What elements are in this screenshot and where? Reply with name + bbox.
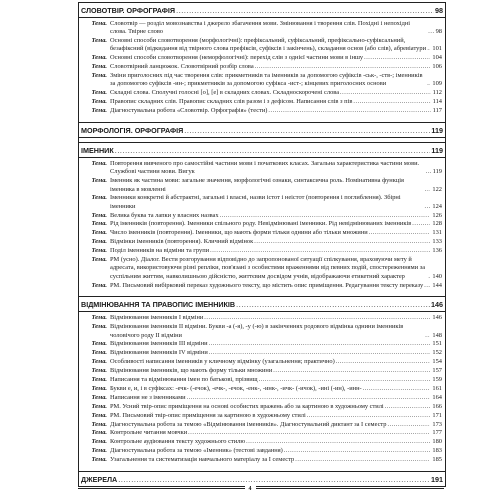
topic-label: Тема.	[91, 314, 107, 322]
dot-leader	[307, 412, 431, 420]
topic-title: Відмінювання іменників III відміни	[110, 340, 208, 348]
topic-title: Відмінювання іменників, що мають форму тільки множини	[110, 367, 273, 375]
topic-text-wrap	[110, 358, 431, 366]
table-of-contents	[78, 2, 446, 487]
topic-text-wrap	[110, 456, 431, 464]
dot-leader	[295, 456, 430, 464]
topic-title: Основні способи словотворення (неморфологічні): перехід слів з однієї частини мови в іншу	[110, 54, 364, 62]
topic-text-wrap	[110, 256, 431, 281]
topic-label: Тема.	[91, 376, 107, 384]
topic-label: Тема.	[91, 194, 107, 202]
dot-leader	[426, 168, 431, 176]
topic-label: Тема.	[91, 20, 107, 27]
topic-text-wrap	[110, 247, 431, 255]
section-heading[interactable]	[79, 122, 445, 138]
topic-page-number: 117	[432, 107, 442, 115]
topic-label: Тема.	[91, 63, 107, 71]
topic-title: РМ. Письмовий вибірковий переказ художнього тексту, що містить опис приміщення. Редагування тексту переказу	[110, 281, 424, 289]
topic-page-number: 114	[432, 98, 442, 106]
topic-page-number: 133	[432, 238, 442, 246]
topic-label: Тема.	[91, 89, 107, 97]
topic-label: Тема.	[91, 211, 107, 219]
dot-leader	[425, 186, 430, 194]
topic-page-number: 136	[432, 247, 442, 255]
section-title: ДЖЕРЕЛА	[81, 474, 118, 484]
topic-text-wrap	[110, 367, 431, 375]
topic-text-wrap	[110, 403, 431, 411]
dot-leader	[188, 429, 430, 437]
section-page-number: 146	[431, 300, 443, 310]
topic-page-number: 183	[432, 447, 442, 455]
topic-label: Тема.	[91, 98, 107, 106]
topic-text-wrap	[110, 421, 431, 429]
dot-leader	[273, 367, 430, 375]
dot-leader	[364, 54, 430, 62]
dot-leader	[184, 123, 430, 138]
topic-label: Тема.	[91, 411, 107, 419]
topic-page-number: 104	[432, 54, 442, 62]
topic-page-number: 146	[432, 314, 442, 322]
topic-label: Тема.	[91, 420, 107, 428]
dot-leader	[412, 220, 430, 228]
dot-leader	[209, 340, 431, 348]
topic-page-number: 101	[432, 45, 442, 53]
dot-leader	[363, 385, 431, 393]
topic-title: Словотвір — розділ мовознавства і джерело збагачення мови. Змінювання і творення слів. Похідні і непохідні слова. Твірне слово	[110, 20, 411, 36]
topic-page-number: 166	[432, 402, 442, 410]
topic-text-wrap	[110, 72, 431, 89]
topic-page-number: 177	[432, 429, 442, 437]
dot-leader	[284, 447, 431, 455]
dot-leader	[336, 358, 431, 366]
toc-entry[interactable]	[81, 421, 445, 429]
topic-title: Словотвірний ланцюжок. Словотвірний розбір слова	[110, 63, 254, 71]
topic-title: Повторення вивченого про самостійні частини мови і початкових класах. Загальна характеристика частини мови. Службові частини мови. Вигук	[110, 160, 420, 176]
topic-text-wrap	[110, 323, 431, 340]
topic-title: Написання та відмінювання імен по батькові, прізвищ	[110, 376, 258, 384]
section-title: ВІДМІНЮВАННЯ ТА ПРАВОПИС ІМЕННИКІВ	[81, 300, 236, 310]
dot-leader	[428, 273, 430, 281]
dot-leader	[424, 282, 430, 290]
toc-entry[interactable]	[81, 282, 445, 290]
dot-leader	[254, 238, 430, 246]
topic-page-number: 124	[432, 202, 442, 210]
topic-title: Діагностувальна робота за темою «Іменник» (тестові завдання)	[110, 447, 283, 455]
topic-text-wrap	[110, 194, 431, 211]
toc-entry[interactable]	[81, 194, 445, 211]
topic-title: Контрольне читання мовчки	[110, 429, 188, 437]
topic-page-number: 159	[432, 376, 442, 384]
topic-text-wrap	[110, 63, 431, 71]
toc-entry[interactable]	[81, 367, 445, 375]
topic-page-number: 161	[432, 384, 442, 392]
topic-title: Відмінки іменників (повторення). Кличний відмінок	[110, 238, 254, 246]
topic-page-number: 152	[432, 349, 442, 357]
toc-entry[interactable]	[81, 54, 445, 62]
topic-title: Зміни приголосних під час творення слів: прикметників та іменників за допомогою суфіксів -ськ-, -ств-; іменників за допомогою суфіксів -ин-; прикметників за допомогою суфікса -ист-; кінцевих приголосних основи	[110, 72, 423, 88]
topic-page-number: 106	[432, 63, 442, 71]
topic-label: Тема.	[91, 384, 107, 392]
topic-page-number: 98	[435, 28, 442, 36]
topic-label: Тема.	[91, 323, 107, 331]
topic-text-wrap	[110, 54, 431, 62]
topic-label: Тема.	[91, 177, 107, 185]
toc-entry[interactable]	[81, 349, 445, 357]
topic-text-wrap	[110, 412, 431, 420]
topic-page-number: 128	[432, 220, 442, 228]
topic-label: Тема.	[91, 256, 107, 264]
dot-leader	[340, 89, 431, 97]
topic-page-number: 122	[432, 185, 442, 193]
topic-page-number: 157	[432, 367, 442, 375]
topic-text-wrap	[110, 89, 432, 97]
page-number	[0, 486, 500, 492]
toc-entry[interactable]	[81, 438, 445, 446]
dot-leader	[428, 28, 433, 36]
toc-entry[interactable]	[81, 456, 445, 464]
topic-text-wrap	[110, 212, 431, 220]
topic-text-wrap	[110, 447, 431, 455]
topic-text-wrap	[110, 282, 431, 290]
topic-label: Тема.	[91, 54, 107, 62]
dot-leader	[353, 98, 430, 106]
topic-title: Букви е, и, і в суфіксах: -ечк- (-ечок), -ечк-, -ечок, -енк-, -инк-, -ичк- (-ичок), -ині (-ин), -инн-	[110, 384, 362, 392]
topic-title: Написання не з іменниками	[110, 393, 186, 401]
topic-label: Тема.	[91, 72, 107, 80]
topic-text-wrap	[110, 37, 431, 54]
topic-list	[79, 312, 445, 467]
dot-leader	[427, 45, 430, 53]
section-page-number: 119	[431, 126, 443, 136]
topic-page-number: 119	[432, 168, 442, 176]
topic-text-wrap	[110, 177, 431, 194]
topic-page-number: 148	[432, 331, 442, 339]
topic-text-wrap	[110, 238, 431, 246]
topic-text-wrap	[110, 394, 431, 402]
dot-leader	[268, 107, 430, 115]
topic-title: Поділ іменників на відміни та групи	[110, 247, 210, 255]
dot-leader	[187, 394, 431, 402]
toc-entry[interactable]	[81, 89, 445, 97]
section-title: СЛОВОТВІР. ОРФОГРАФІЯ	[81, 6, 176, 15]
topic-label: Тема.	[91, 238, 107, 246]
topic-text-wrap	[110, 340, 431, 348]
toc-entry[interactable]	[81, 72, 445, 89]
toc-entry[interactable]	[81, 98, 445, 106]
toc-entry[interactable]	[81, 314, 445, 322]
topic-label: Тема.	[91, 340, 107, 348]
dot-leader	[115, 143, 431, 158]
toc-entry[interactable]	[81, 256, 445, 281]
toc-entry[interactable]	[81, 385, 445, 393]
topic-page-number: 154	[432, 358, 442, 366]
topic-label: Тема.	[91, 456, 107, 464]
topic-page-number: 131	[432, 229, 442, 237]
topic-label: Тема.	[91, 358, 107, 366]
dot-leader	[369, 229, 431, 237]
section-page-number: 98	[435, 6, 443, 15]
toc-entry[interactable]	[81, 177, 445, 194]
topic-label: Тема.	[91, 393, 107, 401]
topic-title: Основні способи словотворення (морфологічні): префіксальний, суфіксальний, префіксально-суфіксальний, безафіксний (відкидання від твірного слова префіксів, суфіксів і закінчень), складання основ (або слів), абревіатури	[110, 37, 426, 53]
toc-entry[interactable]	[81, 394, 445, 402]
topic-label: Тема.	[91, 447, 107, 455]
dot-leader	[209, 349, 431, 357]
topic-label: Тема.	[91, 107, 107, 115]
topic-title: Іменник як частина мови: загальне значення, морфологічні ознаки, синтаксична роль. Номінативна функція іменника в мовленні	[110, 177, 404, 193]
topic-title: РМ. Усний твір-опис приміщення на основі особистих вражень або за картиною в художньому стилі	[110, 402, 384, 410]
topic-title: Велика буква та лапки у власних назвах	[110, 211, 219, 219]
toc-entry[interactable]	[81, 412, 445, 420]
toc-entry[interactable]	[81, 429, 445, 437]
topic-label: Тема.	[91, 220, 107, 228]
topic-label: Тема.	[91, 37, 107, 45]
topic-title: Складні слова. Сполучні голосні [о], [е] в складних словах. Складноскорочені слова	[110, 89, 340, 97]
dot-leader	[176, 3, 434, 18]
topic-page-number: 140	[432, 272, 442, 280]
topic-page-number: 144	[432, 281, 442, 289]
section-page-number: 119	[431, 146, 443, 156]
dot-leader	[259, 376, 431, 384]
topic-title: Відмінювання іменників I відміни	[110, 314, 204, 322]
toc-entry[interactable]	[81, 340, 445, 348]
topic-title: Іменники конкретні й абстрактні, загальні і власні, назви істот і неістот (повторення і поглиблення). Збірні іменники	[110, 194, 401, 210]
topic-text-wrap	[110, 376, 431, 384]
toc-entry[interactable]	[81, 358, 445, 366]
section-heading[interactable]	[79, 142, 445, 158]
topic-page-number: 171	[432, 411, 442, 419]
dot-leader	[427, 80, 430, 88]
topic-page-number: 126	[432, 211, 442, 219]
topic-label: Тема.	[91, 247, 107, 255]
page-number-label: 4	[245, 486, 256, 492]
topic-title: РМ. Письмовий твір-опис приміщення за картиною в художньому стилі	[110, 411, 306, 419]
topic-label: Тема.	[91, 281, 107, 289]
section-page-number: 191	[431, 474, 443, 484]
topic-text-wrap	[110, 107, 432, 115]
toc-entry[interactable]	[81, 20, 445, 37]
toc-entry[interactable]	[81, 220, 445, 228]
dot-leader	[424, 203, 430, 211]
dot-leader	[236, 297, 430, 312]
toc-entry[interactable]	[81, 107, 445, 115]
topic-page-number: 173	[432, 420, 442, 428]
topic-title: Узагальнення та систематизація навчального матеріалу за I семестр	[110, 456, 295, 464]
topic-text-wrap	[110, 349, 431, 357]
topic-label: Тема.	[91, 438, 107, 446]
section-title: МОРФОЛОГІЯ. ОРФОГРАФІЯ	[81, 126, 184, 136]
dot-leader	[385, 403, 431, 411]
topic-title: Відмінювання іменників II відміни. Букви -а (-я), -у (-ю) в закінченнях родового відмінка однини іменників чоловічого роду II відміни	[110, 323, 404, 339]
dot-leader	[204, 314, 430, 322]
topic-page-number: 151	[432, 340, 442, 348]
topic-page-number: 185	[432, 456, 442, 464]
dot-leader	[220, 212, 431, 220]
toc-entry[interactable]	[81, 212, 445, 220]
topic-title: Контрольне аудіювання тексту художнього стилю	[110, 438, 246, 446]
toc-entry[interactable]	[81, 376, 445, 384]
topic-page-number: 180	[432, 438, 442, 446]
topic-title: Діагностувальна робота за темою «Відмінювання іменників». Діагностувальний диктант за I семестр	[110, 420, 387, 428]
toc-entry[interactable]	[81, 247, 445, 255]
topic-label: Тема.	[91, 229, 107, 237]
topic-text-wrap	[110, 220, 431, 228]
dot-leader	[387, 421, 430, 429]
dot-leader	[425, 332, 430, 340]
section-heading[interactable]	[79, 2, 445, 18]
topic-text-wrap	[110, 438, 431, 446]
section-heading[interactable]	[79, 296, 445, 312]
topic-text-wrap	[110, 229, 431, 237]
toc-entry[interactable]	[81, 447, 445, 455]
topic-label: Тема.	[91, 402, 107, 410]
topic-text-wrap	[110, 98, 432, 106]
toc-entry[interactable]	[81, 160, 445, 177]
topic-label: Тема.	[91, 367, 107, 375]
topic-text-wrap	[110, 20, 435, 37]
section-heading[interactable]	[79, 471, 445, 487]
topic-title: РМ (усно). Діалог. Вести розгорування відповідно до запропонованої ситуації спілкування, враховуючи мету й адресата, використовуючи різні репліки, пов'язані з особистими враженнями від певних подій, спостереженнями за суспільним життям, навколишньою дійсністю, життєвим досвідом учнів, відображаючи етикетний характер	[110, 256, 426, 280]
topic-title: Рід іменників (повторення). Іменники спільного роду. Невідмінювані іменники. Рід невідмінюваних іменників	[110, 220, 412, 228]
topic-text-wrap	[110, 314, 431, 322]
topic-list	[79, 158, 445, 292]
topic-page-number: 109	[432, 80, 442, 88]
toc-entry[interactable]	[81, 403, 445, 411]
topic-title: Особливості написання іменників у кличному відмінку (узагальнення; практично)	[110, 358, 335, 366]
topic-page-number: 164	[432, 393, 442, 401]
dot-leader	[255, 63, 431, 71]
toc-entry[interactable]	[81, 229, 445, 237]
topic-title: Число іменників (повторення). Іменники, що мають форми тільки однини або тільки множини	[110, 229, 368, 237]
topic-title: Відмінювання іменників IV відміни	[110, 349, 208, 357]
dot-leader	[246, 438, 430, 446]
topic-title: Правопис складних слів. Правопис складних слів разом і з дефісом. Написання слів з пів	[110, 98, 353, 106]
topic-text-wrap	[110, 385, 431, 393]
topic-text-wrap	[110, 429, 431, 437]
section-title: ІМЕННИК	[81, 146, 114, 156]
toc-entry[interactable]	[81, 238, 445, 246]
toc-entry[interactable]	[81, 323, 445, 340]
topic-list	[79, 18, 445, 118]
toc-entry[interactable]	[81, 37, 445, 54]
topic-text-wrap	[110, 160, 432, 177]
topic-label: Тема.	[91, 429, 107, 437]
topic-page-number: 112	[432, 89, 442, 97]
dot-leader	[118, 472, 430, 487]
topic-title: Діагностувальна робота «Словотвір. Орфографія» (тести)	[110, 107, 268, 115]
dot-leader	[210, 247, 430, 255]
toc-entry[interactable]	[81, 63, 445, 71]
topic-label: Тема.	[91, 160, 107, 168]
topic-label: Тема.	[91, 349, 107, 357]
